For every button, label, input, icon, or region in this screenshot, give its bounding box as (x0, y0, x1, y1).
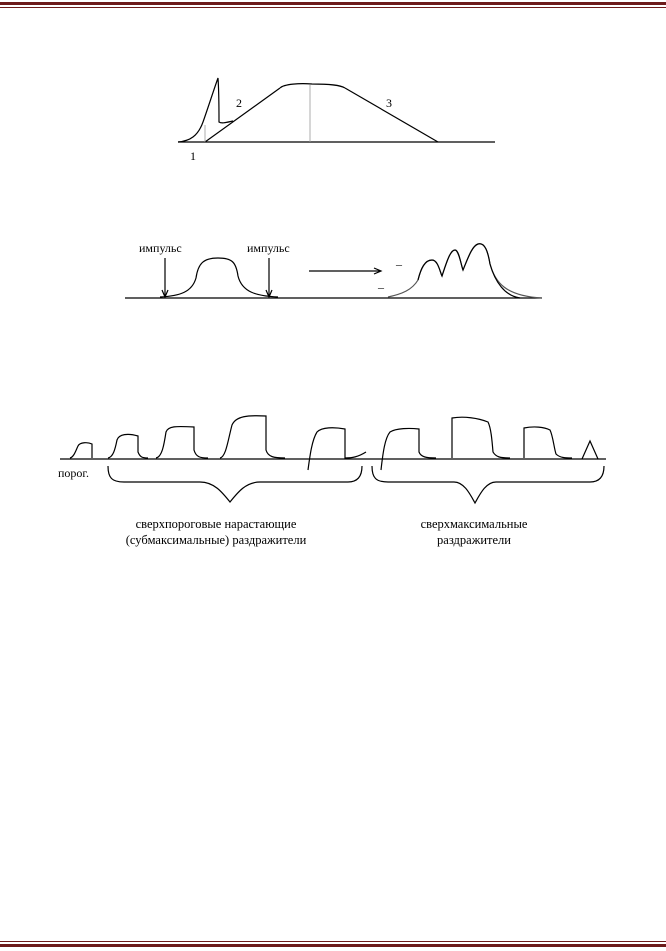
fig3-brace-left (108, 466, 362, 502)
fig2-dash-top: – (396, 257, 402, 271)
fig3-caption-left-line1: сверхпороговые нарастающие (135, 517, 297, 531)
fig3-caption-left-line2: (субмаксимальные) раздражители (125, 533, 307, 547)
fig3-response-supra-2 (452, 417, 510, 458)
figure-3-stimulus-strength (58, 416, 606, 547)
fig2-summed-response (418, 244, 520, 298)
fig1-plateau (280, 84, 345, 88)
fig3-response-supra-1 (381, 428, 436, 470)
fig2-dash-bottom: – (378, 280, 384, 294)
fig1-spike (178, 78, 233, 142)
fig3-response-sub-2 (156, 427, 208, 458)
fig2-single-response (160, 258, 278, 297)
fig2-summed-response-faded (388, 244, 542, 298)
fig3-brace-right (372, 466, 604, 503)
fig3-response-supra-3 (524, 427, 572, 458)
fig3-caption-right-line1: сверхмаксимальные (420, 517, 528, 531)
figure-2-impulse-summation (125, 241, 542, 298)
fig2-impulse-left-label: импульс (139, 241, 182, 255)
fig3-response-sub-1 (108, 434, 148, 458)
fig3-response-sub-4 (308, 428, 366, 470)
fig1-label-2: 2 (236, 96, 242, 110)
fig3-response-threshold (70, 443, 92, 458)
fig3-caption-right-line2: раздражители (437, 533, 511, 547)
fig3-response-supra-4 (582, 441, 598, 459)
fig2-impulse-right-label: импульс (247, 241, 290, 255)
fig3-response-sub-3 (220, 416, 285, 458)
fig1-rising-slope (205, 88, 280, 142)
fig1-label-3: 3 (386, 96, 392, 110)
figure-1-action-potential (178, 78, 495, 163)
fig3-threshold-label: порог. (58, 466, 89, 480)
fig1-label-1: 1 (190, 149, 196, 163)
